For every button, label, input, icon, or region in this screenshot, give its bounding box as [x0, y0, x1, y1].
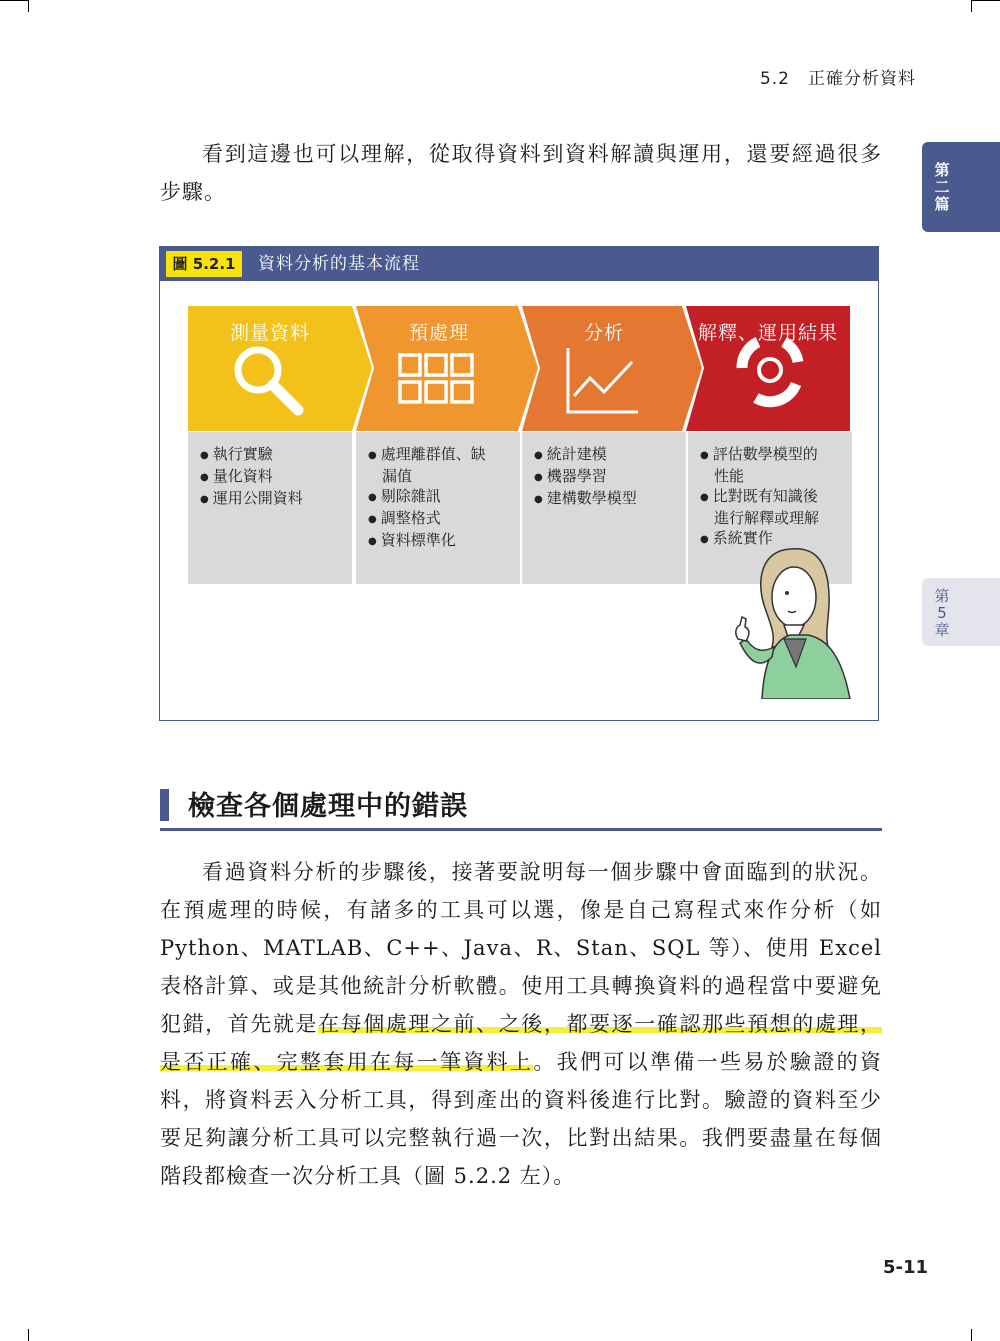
list-item: ● 系統實作	[700, 528, 832, 550]
section-heading: 檢查各個處理中的錯誤	[188, 791, 468, 822]
cycle-center-dot	[761, 361, 779, 379]
bullet-list	[188, 432, 352, 510]
step-title-analysis: 分析	[583, 322, 624, 344]
list-item: ● 建構數學模型	[534, 488, 686, 510]
crop-mark	[28, 1329, 29, 1341]
list-item: ● 資料標準化	[368, 530, 490, 552]
step-title-interpret: 解釋、運用結果	[697, 322, 838, 344]
heading-accent-bar	[160, 789, 169, 821]
running-header: 5.2 正確分析資料	[759, 69, 916, 89]
crop-mark	[971, 0, 972, 12]
crop-mark	[28, 0, 29, 12]
list-item: ● 機器學習	[534, 466, 686, 488]
intro-paragraph	[160, 135, 882, 211]
list-item: ● 評估數學模型的性能	[700, 444, 832, 486]
figure-title-bar	[160, 247, 878, 281]
bullet-list	[688, 432, 832, 550]
part-tab-label: 第二篇	[934, 161, 950, 213]
chapter-tab	[922, 578, 1000, 646]
step-detail-measure	[188, 432, 352, 584]
crop-mark	[971, 1329, 972, 1341]
highlighted-text: 在每個處理之前、之後，都要逐一確認那些預想的處理，是否正確、完整套用在每一筆資料上	[160, 1012, 883, 1074]
crop-mark	[0, 0, 28, 1]
body-paragraph	[160, 853, 882, 1195]
bullet-list	[522, 432, 686, 510]
figure-5-2-1	[159, 246, 879, 721]
intro-text: 看到這邊也可以理解，從取得資料到資料解讀與運用，還要經過很多步驟。	[160, 142, 882, 204]
list-item: ● 處理離群值、缺漏值	[368, 444, 490, 486]
figure-title: 資料分析的基本流程	[258, 254, 420, 274]
list-item: ● 統計建模	[534, 444, 686, 466]
body-text-start: 看過資料分析的步驟後，接著要說明每一個步驟中會面臨到的狀況。在預處理的時候，有諸多的工具可以選，像是自己寫程式來作分析（如 Python、MATLAB、C++、Java、R、Stan、SQL 等）、使用 Excel 表格計算、或是其他統計分析軟體。使用工具轉換資料的過程當中要避免犯錯，首先就是	[160, 860, 882, 1036]
step-detail-analysis	[522, 432, 686, 584]
list-item: ● 調整格式	[368, 508, 490, 530]
list-item: ● 運用公開資料	[200, 488, 352, 510]
chapter-tab-label: 第5章	[934, 587, 950, 639]
figure-label: 圖 5.2.1	[166, 251, 242, 277]
heading-underline	[160, 828, 882, 831]
step-title-preprocess: 預處理	[408, 322, 469, 344]
step-title-measure: 測量資料	[229, 322, 310, 344]
presenter-illustration	[732, 539, 872, 699]
body-text-end: 。我們可以準備一些易於驗證的資料，將資料丟入分析工具，得到產出的資料後進行比對。驗證的資料至少要足夠讓分析工具可以完整執行過一次，比對出結果。我們要盡量在每個階段都檢查一次分析工具（圖 5.2.2 左）。	[160, 1050, 883, 1188]
page-number: 5-11	[882, 1257, 928, 1278]
step-detail-preprocess	[356, 432, 520, 584]
crop-mark	[972, 0, 1000, 1]
list-item: ● 執行實驗	[200, 444, 352, 466]
list-item: ● 比對既有知識後進行解釋或理解	[700, 486, 832, 528]
list-item: ● 量化資料	[200, 466, 352, 488]
list-item: ● 剔除雜訊	[368, 486, 490, 508]
part-tab	[922, 142, 1000, 232]
bullet-list	[356, 432, 490, 552]
